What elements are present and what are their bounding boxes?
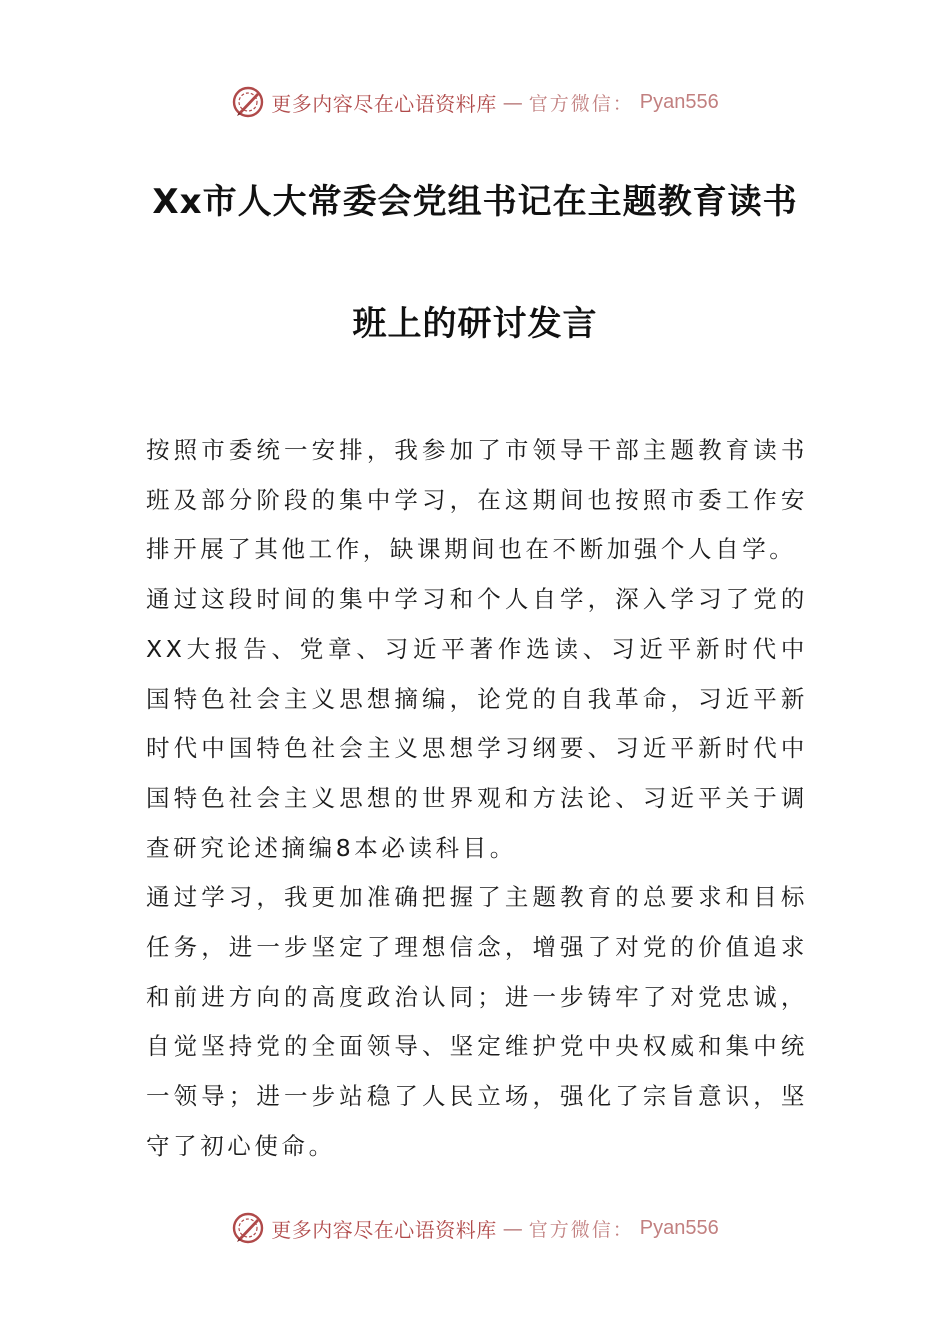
body-paragraph: 通过这段时间的集中学习和个人自学，深入学习了党的XX大报告、党章、习近平著作选读、习近平新时代中国特色社会主义思想摘编，论党的自我革命，习近平新时代中国特色社会主义思想学习纲要、习近平新时代中国特色社会主义思想的世界观和方法论、习近平关于调查研究论述摘编8本必读科目。	[146, 585, 808, 862]
document-title-line-1: Xx市人大常委会党组书记在主题教育读书	[152, 182, 798, 222]
pen-circle-logo-icon	[231, 1211, 265, 1245]
watermark-brand-text: 更多内容尽在心语资料库	[271, 91, 497, 116]
header-watermark	[0, 82, 950, 122]
watermark-official-label: 官方微信：	[528, 1218, 634, 1241]
document-title-line-2: 班上的研讨发言	[352, 304, 598, 344]
watermark-wechat-id: Pyan556	[639, 1216, 719, 1239]
pen-circle-logo-icon	[231, 85, 265, 119]
watermark-dash: —	[502, 90, 523, 114]
body-paragraph: 按照市委统一安排，我参加了市领导干部主题教育读书班及部分阶段的集中学习，在这期间也按照市委工作安排开展了其他工作，缺课期间也在不断加强个人自学。	[146, 436, 808, 564]
watermark-dash: —	[502, 1216, 523, 1240]
watermark-official-label: 官方微信：	[528, 92, 634, 115]
body-paragraph: 通过学习，我更加准确把握了主题教育的总要求和目标任务，进一步坚定了理想信念，增强了对党的价值追求和前进方向的高度政治认同；进一步铸牢了对党忠诚，自觉坚持党的全面领导、坚定维护党中央权威和集中统一领导；进一步站稳了人民立场，强化了宗旨意识，坚守了初心使命。	[146, 883, 808, 1160]
watermark-brand-text: 更多内容尽在心语资料库	[271, 1217, 497, 1242]
footer-watermark	[0, 1208, 950, 1248]
watermark-wechat-id: Pyan556	[639, 90, 719, 113]
document-body	[146, 426, 808, 1172]
